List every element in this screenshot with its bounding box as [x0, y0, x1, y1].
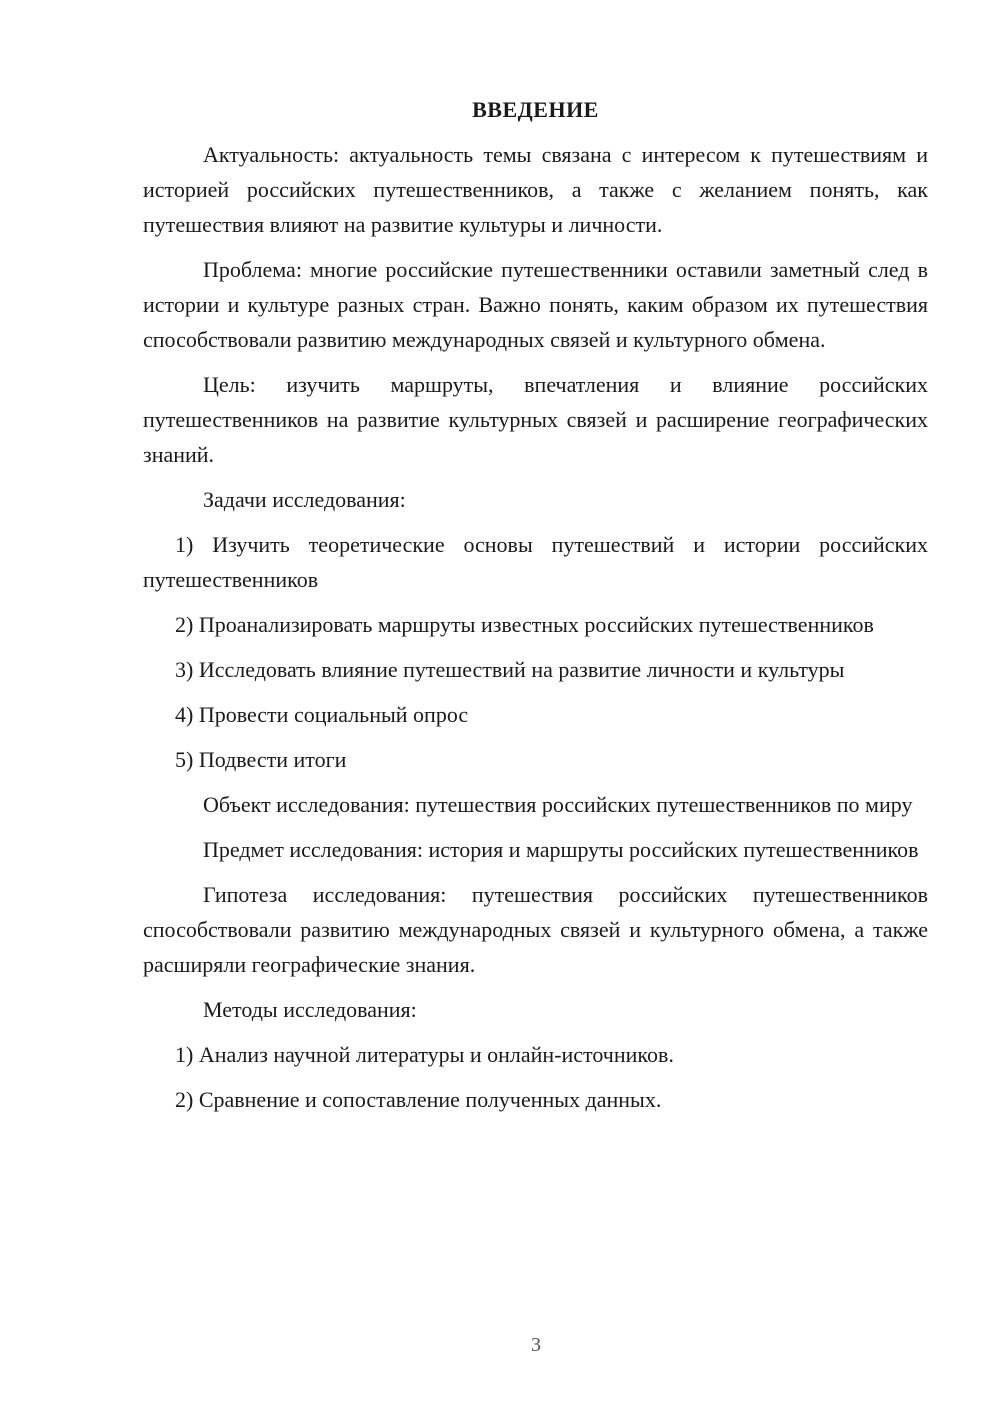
relevance-paragraph: Актуальность: актуальность темы связана с интересом к путешествиям и историей российских путешественников, а также с желанием понять, как путешествия влияют на развитие культуры и личности. [143, 142, 928, 237]
method-item: 1) Анализ научной литературы и онлайн-источников. [175, 1042, 674, 1067]
goal-paragraph: Цель: изучить маршруты, впечатления и влияние российских путешественников на развитие культурных связей и расширение географических знаний. [143, 372, 928, 467]
hypothesis-paragraph: Гипотеза исследования: путешествия российских путешественников способствовали развитию международных связей и культурного обмена, а также расширяли географические знания. [143, 882, 928, 977]
task-item: 3) Исследовать влияние путешествий на развитие личности и культуры [175, 657, 845, 682]
task-item: 2) Проанализировать маршруты известных российских путешественников [175, 612, 874, 637]
object-paragraph: Объект исследования: путешествия российских путешественников по миру [203, 792, 913, 817]
method-item: 2) Сравнение и сопоставление полученных данных. [175, 1087, 662, 1112]
page-number: 3 [531, 1334, 541, 1356]
methods-heading: Методы исследования: [203, 997, 417, 1022]
document-page [143, 92, 928, 1127]
task-item: 5) Подвести итоги [175, 747, 347, 772]
task-item: 4) Провести социальный опрос [175, 702, 469, 727]
section-heading: ВВЕДЕНИЕ [472, 97, 599, 122]
problem-paragraph: Проблема: многие российские путешественники оставили заметный след в истории и культуре разных стран. Важно понять, каким образом их путешествия способствовали развитию международных связей и культурного обмена. [143, 257, 928, 352]
tasks-heading: Задачи исследования: [203, 487, 406, 512]
subject-paragraph: Предмет исследования: история и маршруты российских путешественников [203, 837, 919, 862]
task-item: 1) Изучить теоретические основы путешествий и истории российских путешественников [143, 532, 928, 592]
